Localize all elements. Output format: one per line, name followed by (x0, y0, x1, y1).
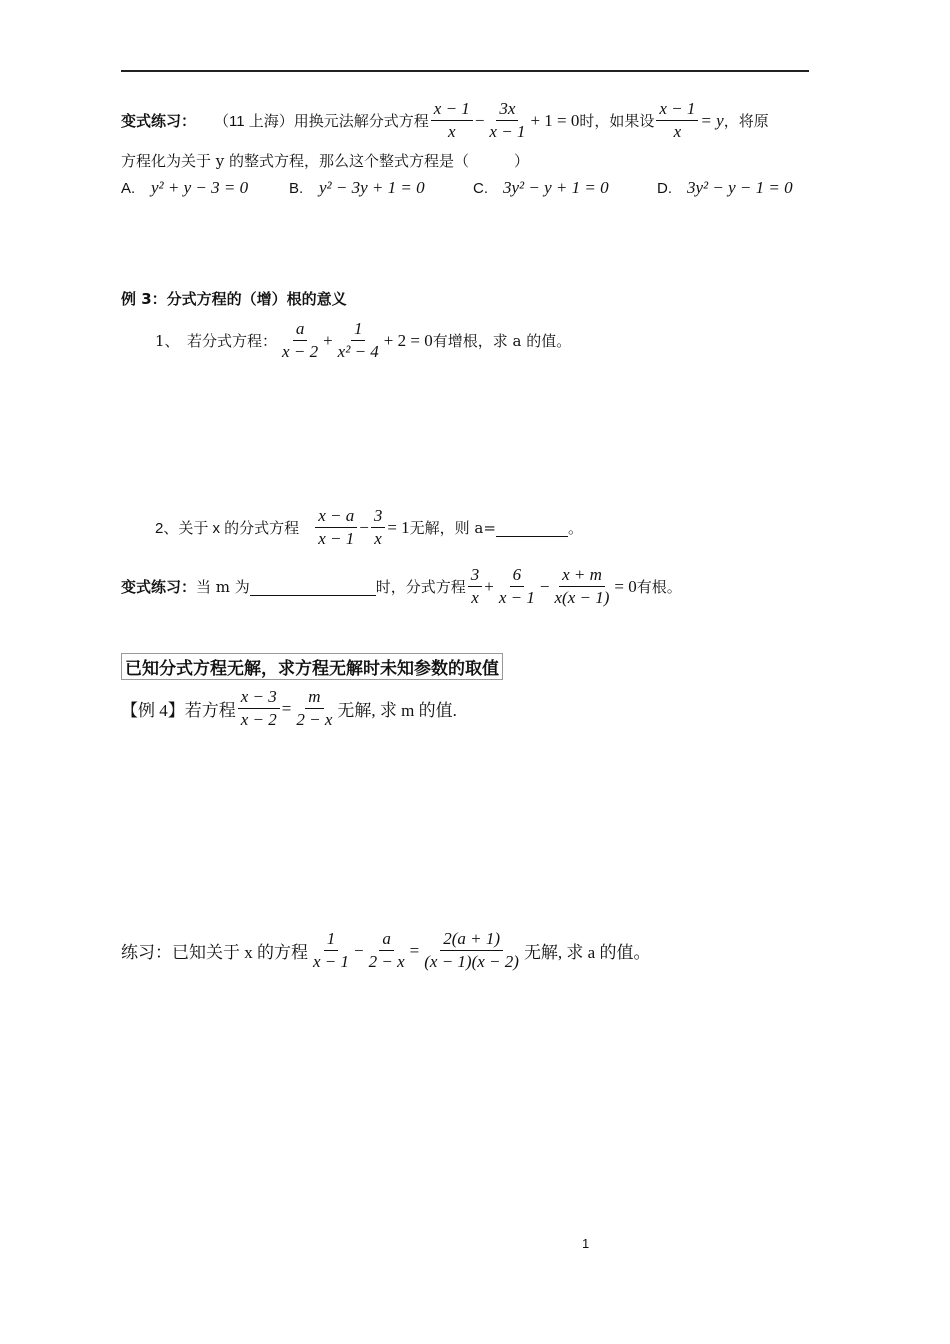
example3-heading: 例 3：分式方程的（增）根的意义 (121, 290, 347, 308)
fraction: $\frac{1}{\text{x² − 4}}$ (337, 319, 379, 361)
answer-blank[interactable] (250, 577, 376, 596)
fraction: $\frac{a}{x - 2}$ (282, 319, 319, 361)
variant-exercise-1: 变式练习： （11 上海） 用换元法解分式方程 $\frac{x - 1}{x}$ − $\frac{3x}{x - 1}$ + 1 = 0 时，如果设 $\frac{x - 1}{x}$ = y ，将原 (121, 99, 769, 141)
section-heading: 已知分式方程无解，求方程无解时未知参数的取值 (121, 653, 503, 680)
option-a: A. y² + y − 3 = 0 (121, 178, 249, 197)
example3-question1: 1、 若分式方程： $\frac{a}{x - 2}$ + $\frac{1}{\text{x² − 4}}$ + 2 = 0 有增根，求 a 的值。 (155, 319, 572, 361)
fraction: $\frac{3x}{x - 1}$ (489, 99, 526, 141)
fraction: $\frac{x + m}{x(x - 1)}$ (554, 565, 610, 607)
variant-exercise-2: 变式练习： 当 m 为 时，分式方程 $\frac{3}{x}$ + $\frac{6}{x - 1}$ − $\frac{x + m}{x(x - 1)}$ = 0 有根。 (121, 565, 682, 607)
option-c: C. 3y² − y + 1 = 0 (473, 178, 609, 197)
practice: 练习：已知关于 x 的方程 $\frac{1}{x - 1}$ − $\frac{a}{2 - x}$ = $\frac{2(a + 1)}{(x - 1)(x - 2)}$ 无解, 求 a 的值。 (121, 929, 651, 971)
fraction: $\frac{a}{2 - x}$ (368, 929, 405, 971)
option-d: D. 3y² − y − 1 = 0 (657, 178, 793, 197)
source-tag: （11 上海） (214, 113, 294, 130)
fraction: $\frac{x - 3}{x - 2}$ (238, 688, 280, 729)
fraction: $\frac{1}{x - 1}$ (313, 929, 350, 971)
option-b: B. y² − 3y + 1 = 0 (289, 178, 425, 197)
variant-text-line2: 方程化为关于 y 的整式方程，那么这个整式方程是（ ） (121, 152, 530, 170)
fraction: $\frac{3}{x}$ (371, 507, 386, 548)
page-number: 1 (582, 1236, 590, 1251)
fraction: $\frac{x - 1}{x}$ (656, 100, 698, 141)
fraction: $\frac{x - a}{x - 1}$ (315, 507, 357, 548)
header-rule (121, 70, 809, 72)
example3-question2: 2、关于 x 的分式方程 $\frac{x - a}{x - 1}$ − $\frac{3}{x}$ = 1 无解，则 a= 。 (155, 506, 583, 548)
answer-blank[interactable] (496, 518, 568, 537)
fraction: $\frac{m}{2 - x}$ (296, 687, 333, 729)
fraction: $\frac{3}{x}$ (468, 566, 483, 607)
fraction: $\frac{6}{x - 1}$ (498, 565, 535, 607)
fraction: $\frac{2(a + 1)}{(x - 1)(x - 2)}$ (424, 929, 519, 971)
example4: 【例 4】若方程 $\frac{x - 3}{x - 2}$ = $\frac{m}{2 - x}$ 无解, 求 m 的值. (121, 687, 457, 729)
fraction: $\frac{x - 1}{x}$ (431, 100, 473, 141)
variant-label: 变式练习： (121, 112, 197, 130)
variant-text: 用换元法解分式方程 (293, 112, 429, 130)
